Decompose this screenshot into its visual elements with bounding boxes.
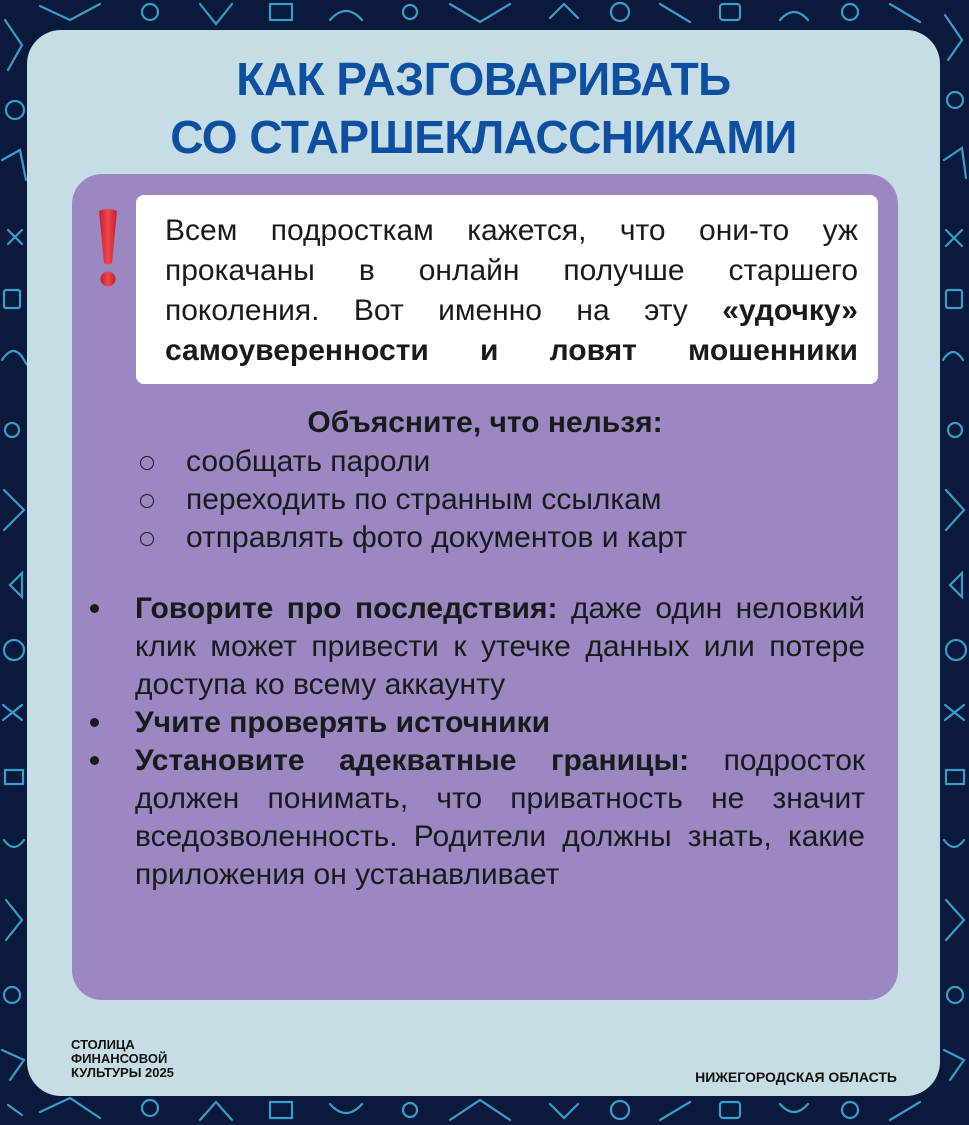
circle-bullet-icon [140,456,154,470]
list-item [140,519,860,557]
tip-heading: Говорите про последствия: [135,592,558,625]
intro-bold-text: «удочку» самоуверенности и ловят мошенники [165,294,858,367]
list-item [140,443,860,481]
logo-line-1: СТОЛИЦА [71,1037,135,1052]
tip-item [84,590,865,704]
bullet-dot-icon [90,756,99,765]
page-title [27,50,940,166]
logo-line-3: КУЛЬТУРЫ 2025 [71,1065,174,1080]
tip-text: даже один неловкий клик может привести к утечке данных или потере доступа ко всему аккаунту [135,592,865,701]
circle-bullet-icon [140,532,154,546]
exclamation-icon [90,208,126,288]
explain-heading: Объясните, что нельзя: [307,406,663,439]
region-label: НИЖЕГОРОДСКАЯ ОБЛАСТЬ [695,1069,897,1085]
list-item-text: переходить по странным ссылкам [186,483,662,516]
bullet-dot-icon [90,718,99,727]
tip-text: подросток должен понимать, что приватность не значит вседозволенность. Родители должны знать, какие приложения он устанавливает [135,744,865,891]
circle-bullet-icon [140,494,154,508]
brand-logo [71,1038,231,1080]
list-item-text: отправлять фото документов и карт [186,521,688,554]
title-line-2: СО СТАРШЕКЛАССНИКАМИ [170,111,797,163]
title-line-1: КАК РАЗГОВАРИВАТЬ [236,53,731,105]
logo-line-2: ФИНАНСОВОЙ [71,1051,168,1066]
bullet-dot-icon [90,604,99,613]
tip-item [84,704,865,742]
intro-text: Всем подросткам кажется, что они-то уж прокачаны в онлайн получше старшего поколения. Вот именно на эту [165,214,858,327]
tip-heading: Установите адекватные границы: [135,744,690,777]
tips-list [84,590,865,894]
forbidden-list [140,443,860,557]
list-item [140,481,860,519]
intro-box [136,195,878,384]
list-item-text: сообщать пароли [186,445,431,478]
tip-heading: Учите проверять источники [135,706,551,739]
tip-item [84,742,865,894]
